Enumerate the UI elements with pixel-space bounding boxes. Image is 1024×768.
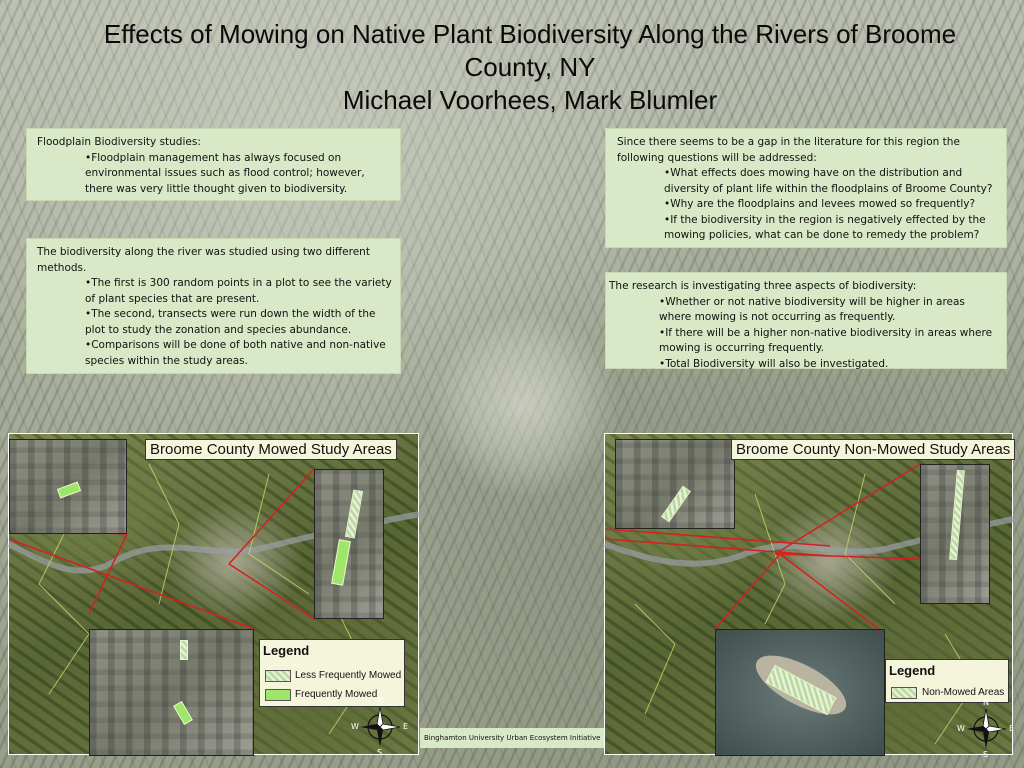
map-legend	[259, 639, 405, 707]
background-flower	[430, 310, 620, 500]
inset-aerial-photo	[920, 464, 990, 604]
methods-box	[26, 238, 401, 374]
map-legend	[885, 659, 1009, 703]
non-mowed-patch	[661, 486, 691, 523]
title-line-1: Effects of Mowing on Native Plant Biodiversity Along the Rivers of Broome	[103, 19, 957, 49]
box-bullet: •If there will be a higher non-native biodiversity in areas where mowing is occurring frequently.	[659, 326, 993, 354]
inset-aerial-photo	[314, 469, 384, 619]
compass-w: W	[351, 722, 359, 731]
map-title: Broome County Mowed Study Areas	[145, 439, 397, 460]
inset-aerial-photo	[9, 439, 127, 534]
mowed-study-areas-map	[8, 433, 419, 755]
legend-swatch-less-mowed	[265, 670, 291, 682]
frequently-mowed-patch	[331, 539, 351, 585]
box-bullet: •Total Biodiversity will also be investigated.	[659, 357, 889, 370]
title-line-2: County, NY	[464, 52, 596, 82]
compass-e: E	[403, 722, 409, 731]
box-bullet: •If the biodiversity in the region is negatively effected by the mowing policies, what can be done to remedy the problem?	[664, 213, 986, 241]
map-pointer-line	[229, 564, 314, 619]
map-pointer-line	[715, 554, 780, 629]
box-bullet: •What effects does mowing have on the distribution and diversity of plant life within the floodplains of Broome County?	[664, 167, 993, 195]
compass-rose-icon	[351, 696, 409, 757]
box-intro: The research is investigating three aspects of biodiversity:	[609, 280, 917, 292]
compass-e: E	[1009, 724, 1015, 733]
frequently-mowed-patch	[57, 482, 81, 499]
inset-aerial-photo	[89, 629, 254, 756]
compass-n: N	[983, 698, 989, 707]
map-pointer-line	[229, 469, 314, 564]
legend-title: Legend	[263, 643, 310, 658]
box-bullet: •The second, transects were run down the width of the plot to study the zonation and species abundance.	[85, 308, 376, 336]
legend-label: Frequently Mowed	[295, 689, 378, 700]
box-bullet: •Floodplain management has always focused on environmental issues such as flood control; however, there was very little thought given to biodiversity.	[85, 151, 365, 195]
less-mowed-patch	[345, 489, 363, 538]
legend-swatch-non-mowed	[891, 687, 917, 699]
compass-w: W	[957, 724, 965, 733]
authors: Michael Voorhees, Mark Blumler	[342, 85, 718, 115]
aspects-box	[605, 272, 1007, 369]
less-mowed-patch	[180, 640, 188, 660]
compass-n: N	[377, 696, 383, 705]
map-title: Broome County Non-Mowed Study Areas	[731, 439, 1015, 460]
map-pointer-line	[605, 529, 830, 546]
inset-aerial-photo	[715, 629, 885, 756]
non-mowed-patch	[949, 470, 965, 560]
box-bullet: •The first is 300 random points in a plot to see the variety of plant species that are present.	[85, 277, 392, 305]
legend-label: Non-Mowed Areas	[922, 687, 1005, 698]
legend-label: Less Frequently Mowed	[295, 670, 402, 681]
box-bullet: •Why are the floodplains and levees mowed so frequently?	[664, 198, 976, 210]
poster-title	[40, 18, 1020, 117]
compass-rose-icon	[957, 698, 1015, 759]
research-questions-box	[605, 128, 1007, 248]
box-intro: The biodiversity along the river was studied using two different methods.	[37, 246, 370, 274]
compass-s: S	[983, 750, 989, 759]
floodplain-studies-box	[26, 128, 401, 201]
box-bullet: •Whether or not native biodiversity will be higher in areas where mowing is not occurring as frequently.	[659, 295, 965, 323]
legend-title: Legend	[889, 663, 936, 678]
map-pointer-line	[775, 464, 920, 554]
box-intro: Since there seems to be a gap in the literature for this region the following questions will be addressed:	[617, 136, 960, 164]
legend-swatch-frequently-mowed	[265, 689, 291, 701]
box-intro: Floodplain Biodiversity studies:	[37, 136, 201, 148]
footer-credit: Binghamton University Urban Ecosystem Initiative	[420, 728, 604, 748]
frequently-mowed-patch	[173, 701, 193, 725]
map-pointer-line	[775, 554, 920, 559]
compass-s: S	[377, 748, 383, 757]
non-mowed-study-areas-map	[604, 433, 1015, 759]
box-bullet: •Comparisons will be done of both native and non-native species within the study areas.	[85, 339, 386, 367]
map-pointer-line	[780, 554, 885, 634]
inset-aerial-photo	[615, 439, 735, 529]
map-pointer-line	[89, 534, 127, 614]
